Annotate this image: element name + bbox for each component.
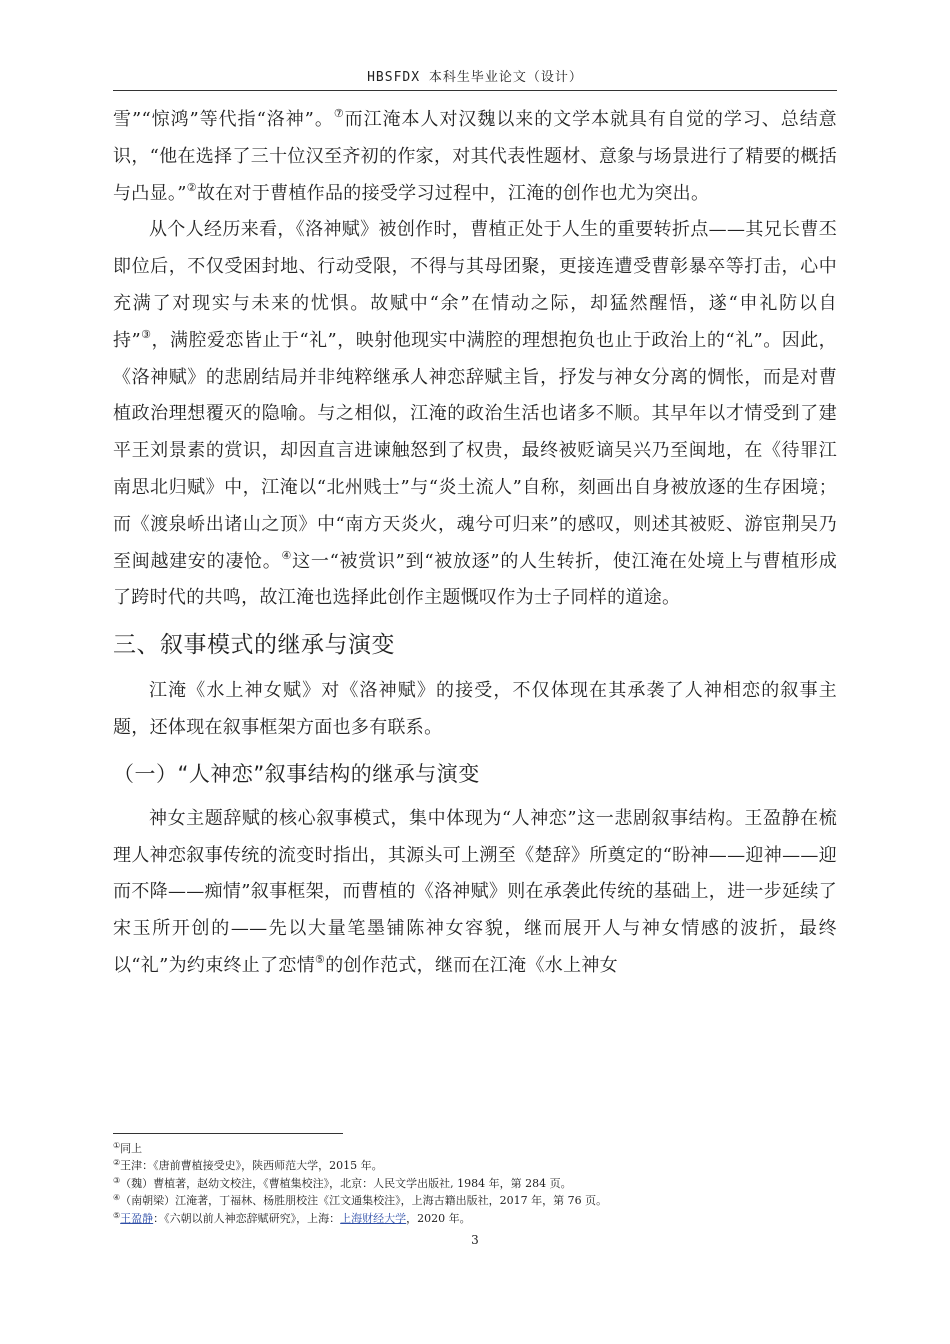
subsection-heading: （一）“人神恋”叙事结构的继承与演变	[113, 761, 480, 786]
footnote-ref[interactable]: ②	[186, 180, 197, 194]
footnote-item	[113, 1157, 837, 1174]
footnote-item	[113, 1192, 837, 1209]
institution-link[interactable]: 上海财经大学	[340, 1211, 407, 1225]
footnote-ref[interactable]: ⑤	[315, 952, 326, 966]
section-heading: 三、叙事模式的继承与演变	[113, 632, 395, 659]
page-header	[113, 66, 837, 91]
footnote-text: （魏）曹植著，赵幼文校注，《曹植集校注》，北京：人民文学出版社, 1984 年，第 284 页。	[120, 1176, 572, 1190]
footnote-item	[113, 1175, 837, 1192]
paragraph-1	[113, 102, 837, 212]
footnote-mark: ①	[113, 1141, 121, 1150]
paragraph-4	[113, 801, 837, 985]
text-run: 这一“被赏识”到“被放逐”的人生转折，使江淹在处境上与曹植形成了跨时代的共鸣，故江淹也选择此创作主题慨叹作为士子同样的道途。	[113, 550, 837, 609]
paragraph-2	[113, 212, 837, 617]
footnote-ref[interactable]: ③	[141, 327, 152, 341]
footnotes	[113, 1140, 837, 1227]
page-number: 3	[471, 1233, 479, 1247]
text-run: 从个人经历来看，《洛神赋》被创作时，曹植正处于人生的重要转折点——其兄长曹丕即位后，不仅受困封地、行动受限，不得与其母团聚，更接连遭受曹彰暴卒等打击，心中充满了对现实与未来的忧惧。故赋中“余”在情动之际，却猛然醒悟，遂“申礼防以自持”	[113, 219, 837, 351]
footnote-mark: ⑤	[113, 1210, 121, 1220]
footnote-mark: ②	[113, 1158, 121, 1168]
footnote-text: ：《六朝以前人神恋辞赋研究》，上海：	[153, 1211, 341, 1225]
footnote-text: ，2020 年。	[406, 1211, 471, 1225]
footnote-item	[113, 1210, 837, 1227]
footnote-ref[interactable]: ⑦	[333, 107, 345, 120]
text-run: 雪”“惊鸿”等代指“洛神”。	[113, 109, 334, 130]
footnote-text: 王津：《唐前曹植接受史》，陕西师范大学，2015 年。	[120, 1159, 383, 1173]
author-link[interactable]: 王盈静	[120, 1211, 154, 1225]
main-content	[113, 102, 837, 985]
text-run: 的创作范式，继而在江淹《水上神女	[325, 954, 618, 976]
text-run: 神女主题辞赋的核心叙事模式，集中体现为“人神恋”这一悲剧叙事结构。王盈静在梳理人神恋叙事传统的流变时指出，其源头可上溯至《楚辞》所奠定的“盼神——迎神——迎而不降——痴情”叙事框架，而曹植的《洛神赋》则在承袭此传统的基础上，进一步延续了宋玉所开创的——先以大量笔墨铺陈神女容貌，继而展开人与神女情感的波折，最终以“礼”为约束终止了恋情	[113, 807, 837, 976]
footnote-text: 同上	[120, 1142, 143, 1155]
footnote-mark: ③	[113, 1175, 121, 1185]
footnote-mark: ④	[113, 1193, 121, 1203]
header-title: HBSFDX 本科生毕业论文（设计）	[367, 70, 583, 85]
footnote-text: （南朝梁）江淹著，丁福林、杨胜朋校注《江文通集校注》，上海古籍出版社，2017 年，第 76 页。	[120, 1194, 608, 1208]
text-run: 而江淹本人对汉魏以来的文学本就具有自觉的学习、总结意识，“他在选择了三十位汉至齐初的作家，对其代表性题材、意象与场景进行了精要的概括与凸显。”	[113, 109, 837, 204]
text-run: ，满腔爱恋皆止于“礼”，映射他现实中满腔的理想抱负也止于政治上的“礼”。因此，《洛神赋》的悲剧结局并非纯粹继承人神恋辞赋主旨，抒发与神女分离的惆怅，而是对曹植政治理想覆灭的隐喻。与之相似，江淹的政治生活也诸多不顺。其早年以才情受到了建平王刘景素的赏识，却因直言进谏触怒到了权贵，最终被贬谪吴兴乃至闽地，在《待罪江南思北归赋》中，江淹以“北州贱士”与“炎土流人”自称，刻画出自身被放逐的生存困境；而《渡泉峤出诸山之顶》中“南方天炎火，魂兮可归来”的感叹，则述其被贬、游宦荆吴乃至闽越建安的凄怆。	[113, 329, 837, 572]
footnote-item	[113, 1140, 837, 1157]
footnote-separator	[113, 1133, 343, 1134]
text-run: 故在对于曹植作品的接受学习过程中，江淹的创作也尤为突出。	[196, 182, 710, 204]
footnote-ref[interactable]: ④	[281, 548, 293, 562]
paragraph-3: 江淹《水上神女赋》对《洛神赋》的接受，不仅体现在其承袭了人神相恋的叙事主题，还体现在叙事框架方面也多有联系。	[113, 680, 837, 738]
